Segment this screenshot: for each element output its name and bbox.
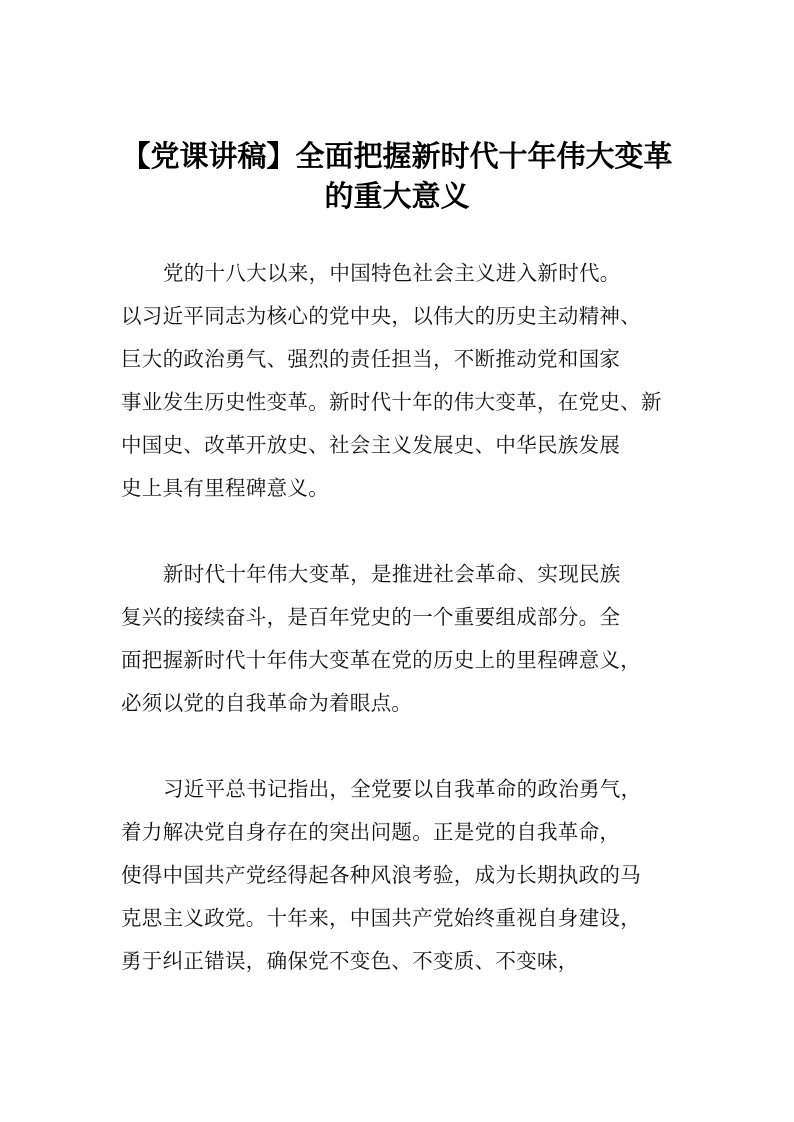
paragraph-line: 习近平总书记指出，全党要以自我革命的政治勇气， — [163, 777, 642, 801]
paragraph-line: 复兴的接续奋斗，是百年党史的一个重要组成部分。全 — [121, 605, 621, 629]
document-title-line-2: 的重大意义 — [324, 179, 470, 213]
paragraph-line: 史上具有里程碑意义。 — [121, 476, 329, 500]
paragraph-line: 中国史、改革开放史、社会主义发展史、中华民族发展 — [121, 433, 621, 457]
paragraph-line: 面把握新时代十年伟大变革在党的历史上的里程碑意义， — [121, 648, 641, 672]
paragraph-line: 使得中国共产党经得起各种风浪考验，成为长期执政的马 — [121, 863, 641, 887]
paragraph-line: 克思主义政党。十年来，中国共产党始终重视自身建设， — [121, 906, 641, 930]
paragraph-line: 以习近平同志为核心的党中央，以伟大的历史主动精神、 — [121, 304, 641, 328]
paragraph-line: 勇于纠正错误，确保党不变色、不变质、不变味， — [121, 949, 579, 973]
paragraph-line: 巨大的政治勇气、强烈的责任担当，不断推动党和国家 — [121, 347, 621, 371]
document-title-line-1: 【党课讲稿】全面把握新时代十年伟大变革 — [121, 139, 673, 173]
paragraph-line: 党的十八大以来，中国特色社会主义进入新时代。 — [163, 261, 621, 285]
paragraph-line: 事业发生历史性变革。新时代十年的伟大变革，在党史、新 — [121, 390, 662, 414]
paragraph-line: 新时代十年伟大变革，是推进社会革命、实现民族 — [163, 562, 621, 586]
paragraph-line: 必须以党的自我革命为着眼点。 — [121, 691, 413, 715]
paragraph-line: 着力解决党自身存在的突出问题。正是党的自我革命， — [121, 820, 621, 844]
